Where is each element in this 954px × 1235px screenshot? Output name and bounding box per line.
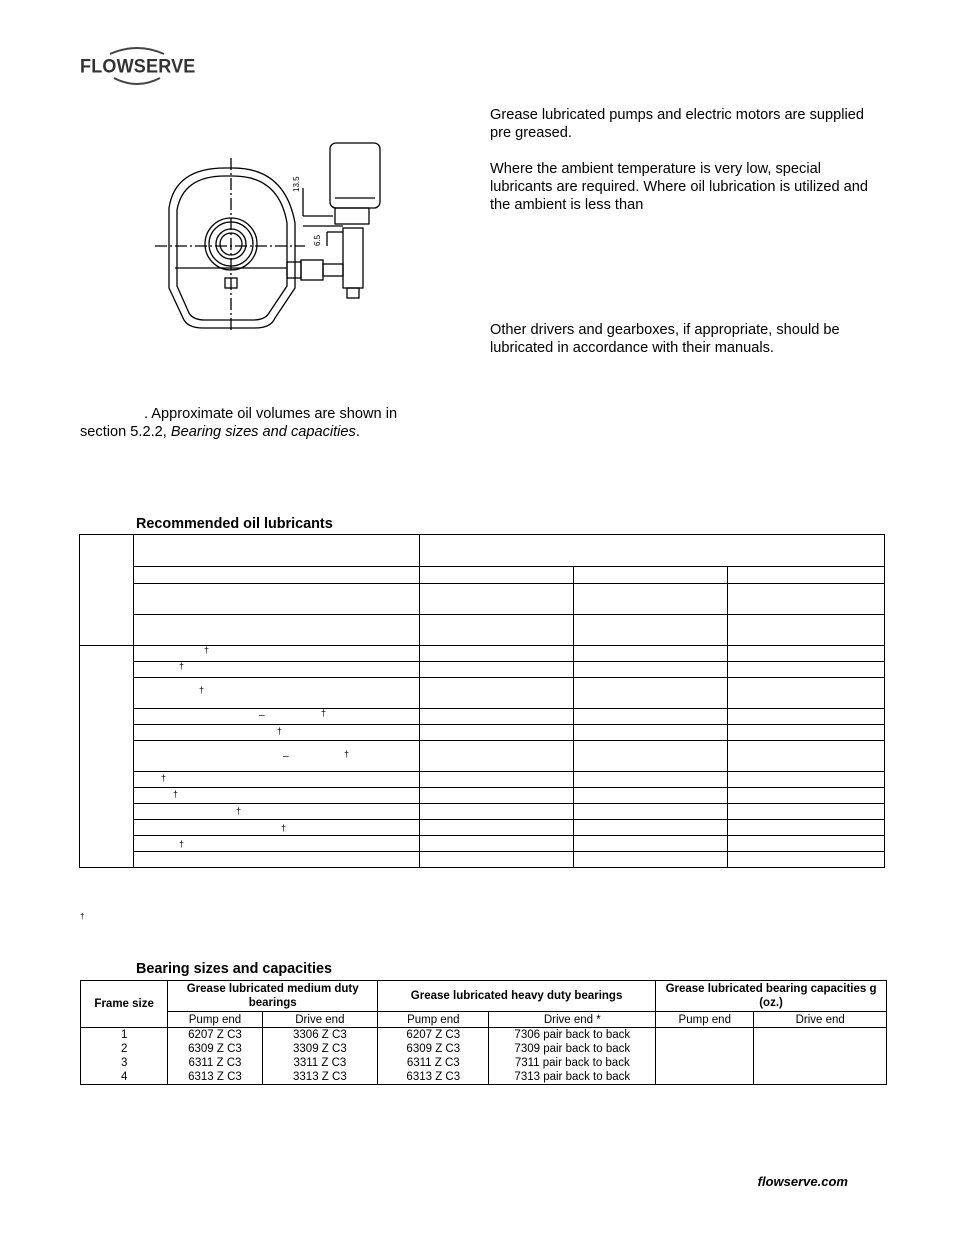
table-cell: 3309 Z C3: [293, 1043, 347, 1055]
bearing-table-caption: Bearing sizes and capacities: [136, 961, 332, 977]
table-row: [80, 804, 885, 820]
section-reference-suffix: .: [355, 424, 360, 440]
bearing-housing-diagram: [155, 138, 385, 333]
medium-pump-end-cell: [168, 1028, 262, 1085]
dagger-mark: †: [161, 773, 167, 783]
table-cell: 6207 Z C3: [188, 1029, 242, 1041]
section-reference-line: [80, 423, 360, 441]
table-cell: 6313 Z C3: [406, 1071, 461, 1083]
subheader-pump-end: Pump end: [378, 1012, 489, 1028]
oil-volumes-line: . Approximate oil volumes are shown in: [144, 406, 398, 422]
table-cell: 3306 Z C3: [293, 1029, 347, 1041]
table-cell: 1: [120, 1029, 128, 1041]
header-medium-duty: Grease lubricated medium duty bearings: [168, 981, 378, 1012]
table-cell: 6311 Z C3: [406, 1057, 460, 1069]
bearing-sizes-table: [80, 980, 887, 1085]
table-cell: 3: [120, 1057, 128, 1069]
subheader-pump-end: Pump end: [656, 1012, 754, 1028]
table-cell: 7311 pair back to back: [514, 1057, 630, 1069]
table-row: [80, 535, 885, 567]
dagger-mark: †: [204, 645, 210, 655]
dagger-mark: †: [179, 839, 185, 849]
dagger-mark: †: [236, 806, 242, 816]
dash-mark: –: [259, 710, 265, 721]
table-row: [80, 852, 885, 868]
table-cell: 4: [120, 1071, 128, 1083]
table-row: [80, 615, 885, 646]
header-heavy-duty: Grease lubricated heavy duty bearings: [378, 981, 656, 1012]
table-header-row: [81, 981, 887, 1012]
dimension-label-top: 13.5: [292, 176, 301, 192]
table-row: [80, 788, 885, 804]
table-cell: 6313 Z C3: [188, 1071, 242, 1083]
table-row: [80, 725, 885, 741]
table-row: [81, 1028, 887, 1085]
table-row: [80, 772, 885, 788]
paragraph-other-drivers: Other drivers and gearboxes, if appropriate, should be lubricated in accordance with their manuals.: [490, 322, 840, 356]
header-capacities: Grease lubricated bearing capacities g (oz.): [656, 981, 887, 1012]
table-row: [80, 709, 885, 725]
table-row: [80, 662, 885, 678]
section-reference-link: Bearing sizes and capacities: [170, 424, 356, 440]
capacity-pump-end-cell: [656, 1028, 754, 1085]
dagger-mark: †: [173, 789, 179, 799]
table-row: [80, 646, 885, 662]
table-cell: 6311 Z C3: [188, 1057, 242, 1069]
capacity-drive-end-cell: [754, 1028, 887, 1085]
oil-table-caption: Recommended oil lubricants: [136, 516, 333, 532]
logo-text: FLOWSERVE: [80, 54, 196, 77]
table-cell: 6309 Z C3: [188, 1043, 242, 1055]
dash-mark: –: [283, 751, 289, 762]
dagger-mark: †: [321, 708, 327, 718]
subheader-pump-end: Pump end: [168, 1012, 262, 1028]
table-row: [80, 820, 885, 836]
table-cell: 6207 Z C3: [406, 1029, 461, 1041]
table-cell: 7309 pair back to back: [514, 1043, 631, 1055]
medium-drive-end-cell: [262, 1028, 377, 1085]
table-row: [80, 836, 885, 852]
dagger-mark: †: [344, 749, 350, 759]
subheader-drive-end: Drive end: [262, 1012, 377, 1028]
table-cell: 7313 pair back to back: [514, 1071, 631, 1083]
subheader-drive-end: Drive end *: [489, 1012, 656, 1028]
table-cell: 3313 Z C3: [293, 1071, 347, 1083]
table-row: [80, 584, 885, 615]
paragraph-ambient-temperature: Where the ambient temperature is very low, special lubricants are required. Where oil lubrication is utilized and the ambient is less than: [490, 161, 869, 213]
section-reference-prefix: section 5.2.2,: [80, 424, 171, 440]
table-cell: 2: [120, 1043, 128, 1055]
footer-site: flowserve.com: [757, 1174, 848, 1189]
dagger-mark: †: [277, 726, 283, 736]
flowserve-logo: [80, 44, 194, 86]
table-cell: 3311 Z C3: [293, 1057, 347, 1069]
paragraph-grease-pre-greased: Grease lubricated pumps and electric motors are supplied pre greased.: [490, 107, 864, 141]
dagger-mark: †: [179, 661, 185, 671]
oil-lubricants-table: [79, 534, 885, 868]
frame-size-cell: [81, 1028, 168, 1085]
subheader-drive-end: Drive end: [754, 1012, 887, 1028]
footnote-dagger: †: [80, 912, 85, 921]
table-row: [80, 567, 885, 584]
table-cell: 7306 pair back to back: [514, 1029, 631, 1041]
dagger-mark: †: [199, 685, 205, 695]
dimension-label-side: 6.5: [313, 234, 322, 246]
dagger-mark: †: [281, 823, 287, 833]
table-row: [80, 741, 885, 772]
header-frame-size: Frame size: [81, 981, 168, 1028]
heavy-pump-end-cell: [378, 1028, 489, 1085]
table-subheader-row: [81, 1012, 887, 1028]
heavy-drive-end-cell: [489, 1028, 656, 1085]
table-cell: 6309 Z C3: [406, 1043, 461, 1055]
